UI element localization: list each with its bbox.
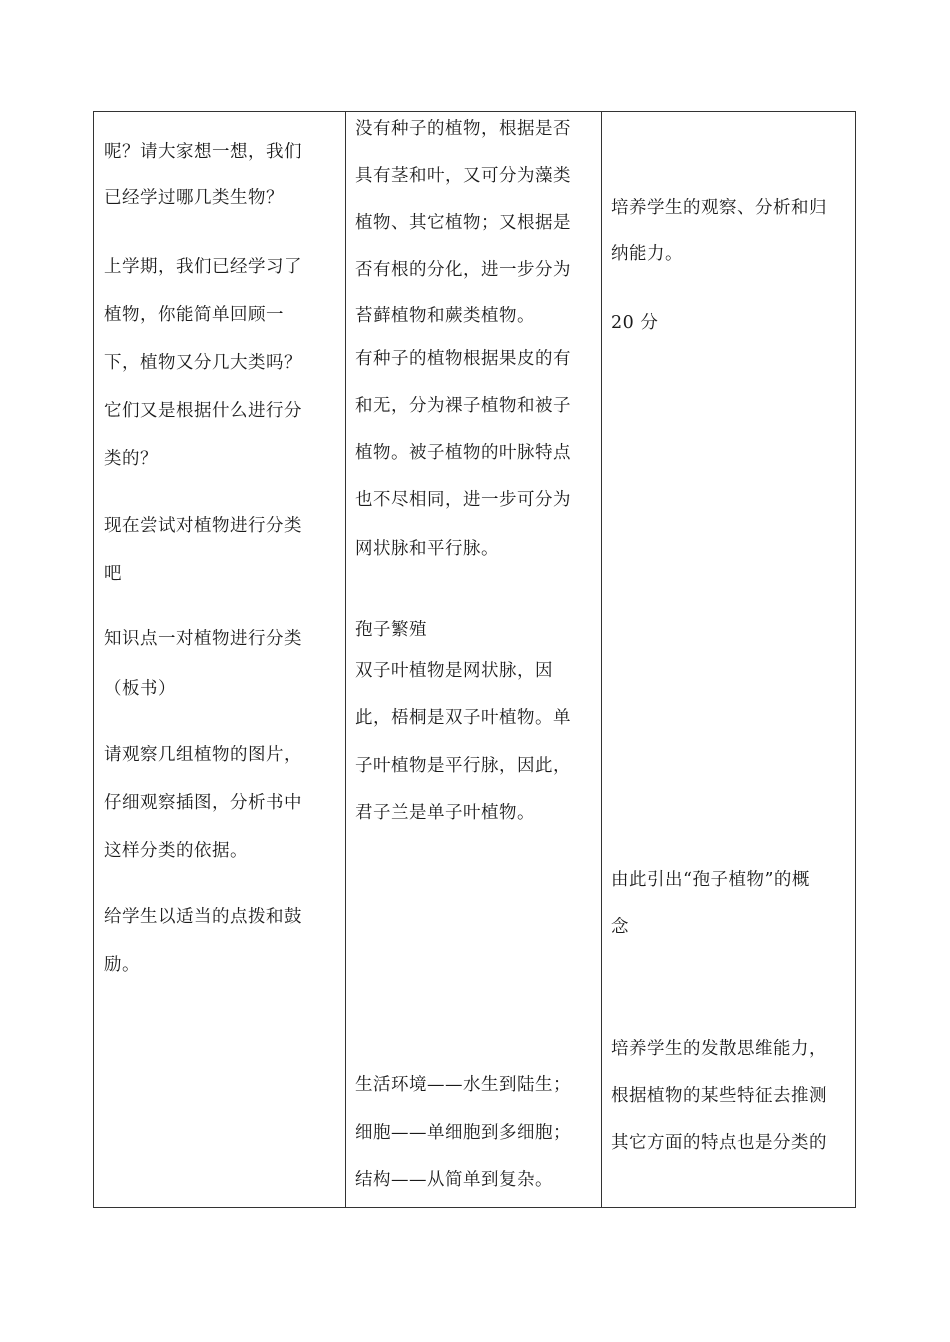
teacher-text-line: 给学生以适当的点拨和鼓 (104, 907, 302, 927)
student-text-line: 没有种子的植物，根据是否 (355, 119, 571, 139)
teacher-line-text: 呢？请大家想一想，我们 (104, 142, 302, 162)
student-text-line: 结构——从简单到复杂。 (355, 1170, 553, 1190)
student-text-line: 网状脉和平行脉。 (355, 539, 499, 559)
student-text-line: 也不尽相同，进一步可分为 (355, 490, 571, 510)
student-text-line: 细胞——单细胞到多细胞； (355, 1123, 571, 1143)
teacher-text-line: 下，植物又分几大类吗？ (104, 353, 302, 373)
student-text-line: 和无，分为裸子植物和被子 (355, 396, 571, 416)
intent-text-line: 培养学生的发散思维能力， (611, 1039, 827, 1059)
student-text-line: 君子兰是单子叶植物。 (355, 803, 535, 823)
intent-text-line: 由此引出“孢子植物”的概 (611, 870, 810, 890)
teacher-text-line: 仔细观察插图，分析书中 (104, 793, 302, 813)
student-text-line: 否有根的分化，进一步分为 (355, 260, 571, 280)
student-text-line: 具有茎和叶，又可分为藻类 (355, 166, 571, 186)
intent-text-line: 其它方面的特点也是分类的 (611, 1133, 827, 1153)
teacher-text-line: 现在尝试对植物进行分类 (104, 516, 302, 536)
teacher-text-line: 它们又是根据什么进行分 (104, 401, 302, 421)
teacher-text-line: （板书） (104, 679, 176, 699)
intent-text-line: 根据植物的某些特征去推测 (611, 1086, 827, 1106)
student-text-line: 植物。被子植物的叶脉特点 (355, 443, 571, 463)
intent-text-line: 培养学生的观察、分析和归 (611, 198, 827, 218)
teacher-text-line: 类的？ (104, 449, 158, 469)
student-text-line: 有种子的植物根据果皮的有 (355, 349, 571, 369)
teacher-text-line: 吧 (104, 564, 122, 584)
student-text-line: 生活环境——水生到陆生； (355, 1075, 571, 1095)
student-text-line: 双子叶植物是网状脉，因 (355, 661, 553, 681)
teacher-text-line: 知识点一对植物进行分类 (104, 629, 302, 649)
teacher-text-line: 请观察几组植物的图片， (104, 745, 302, 765)
column-divider (345, 112, 346, 1207)
student-text-line: 植物、其它植物；又根据是 (355, 213, 571, 233)
teacher-text-line: 植物，你能简单回顾一 (104, 305, 284, 325)
intent-text-line: 20 分 (611, 313, 659, 333)
column-divider (601, 112, 602, 1207)
student-text-line: 苔藓植物和蕨类植物。 (355, 306, 535, 326)
teacher-text-line: 励。 (104, 955, 140, 975)
intent-text-line: 念 (611, 917, 629, 937)
student-text-line: 孢子繁殖 (355, 620, 427, 640)
student-text-line: 子叶植物是平行脉，因此， (355, 756, 571, 776)
teacher-text-line: 这样分类的依据。 (104, 841, 248, 861)
intent-text-line: 纳能力。 (611, 244, 683, 264)
student-text-line: 此，梧桐是双子叶植物。单 (355, 708, 571, 728)
teacher-text-line: 上学期，我们已经学习了 (104, 257, 302, 277)
teacher-text-line (104, 140, 302, 164)
teacher-text-line: 已经学过哪几类生物？ (104, 188, 284, 208)
